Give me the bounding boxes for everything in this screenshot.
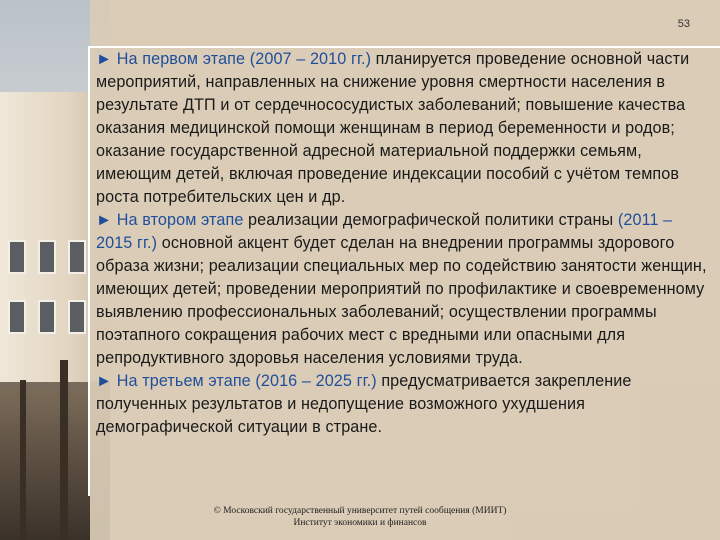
stage-1-text: планируется проведение основной части мероприятий, направленных на снижение уровня смертности населения в результате ДТП и от сердечнососудистых заболеваний; повышение качества оказания медицинской помощи женщинам в период беременности и родов; оказание государственной адресной материальной поддержки семьям, имеющим детей, включая проведение индексации пособий с учётом темпов роста потребительских цен и др. — [96, 50, 690, 206]
stage-3-heading: На третьем этапе (2016 – 2025 гг.) — [116, 372, 377, 390]
building-window — [38, 240, 56, 274]
slide-number: 53 — [677, 18, 690, 30]
building-window — [8, 240, 26, 274]
building-window — [68, 300, 86, 334]
footer-copyright: © Московский государственный университет путей сообщения (МИИТ) — [213, 506, 507, 516]
stage-3-text: предусматривается закрепление полученных результатов и недопущение возможного ухудшения демографической ситуации в стране. — [96, 372, 632, 436]
building-window — [38, 300, 56, 334]
vertical-rule — [88, 46, 90, 496]
stage-2-years: (2011 – 2015 гг.) — [96, 211, 673, 252]
paragraph-stage-3 — [96, 370, 708, 439]
stage-2-text-a: реализации демографической политики страны — [243, 211, 618, 229]
building-window — [8, 300, 26, 334]
bullet-marker: ► — [96, 50, 113, 68]
bullet-marker: ► — [96, 372, 113, 390]
building-window — [68, 240, 86, 274]
footer — [0, 505, 720, 529]
stage-2-text-b: основной акцент будет сделан на внедрении программы здорового образа жизни; реализации специальных мер по содействию занятости женщин, имеющих детей; проведении мероприятий по профилактике и своевременному выявлению профессиональных заболеваний; осуществлении программы поэтапного сокращения рабочих мест с вредными или опасными для репродуктивного здоровья населения условиями труда. — [96, 234, 707, 367]
stage-1-heading: На первом этапе (2007 – 2010 гг.) — [116, 50, 372, 68]
paragraph-stage-1 — [96, 48, 708, 209]
paragraph-stage-2 — [96, 209, 708, 370]
bullet-marker: ► — [96, 211, 113, 229]
slide-body — [96, 48, 708, 439]
footer-institute: Институт экономики и финансов — [293, 518, 427, 528]
stage-2-heading: На втором этапе — [116, 211, 244, 229]
